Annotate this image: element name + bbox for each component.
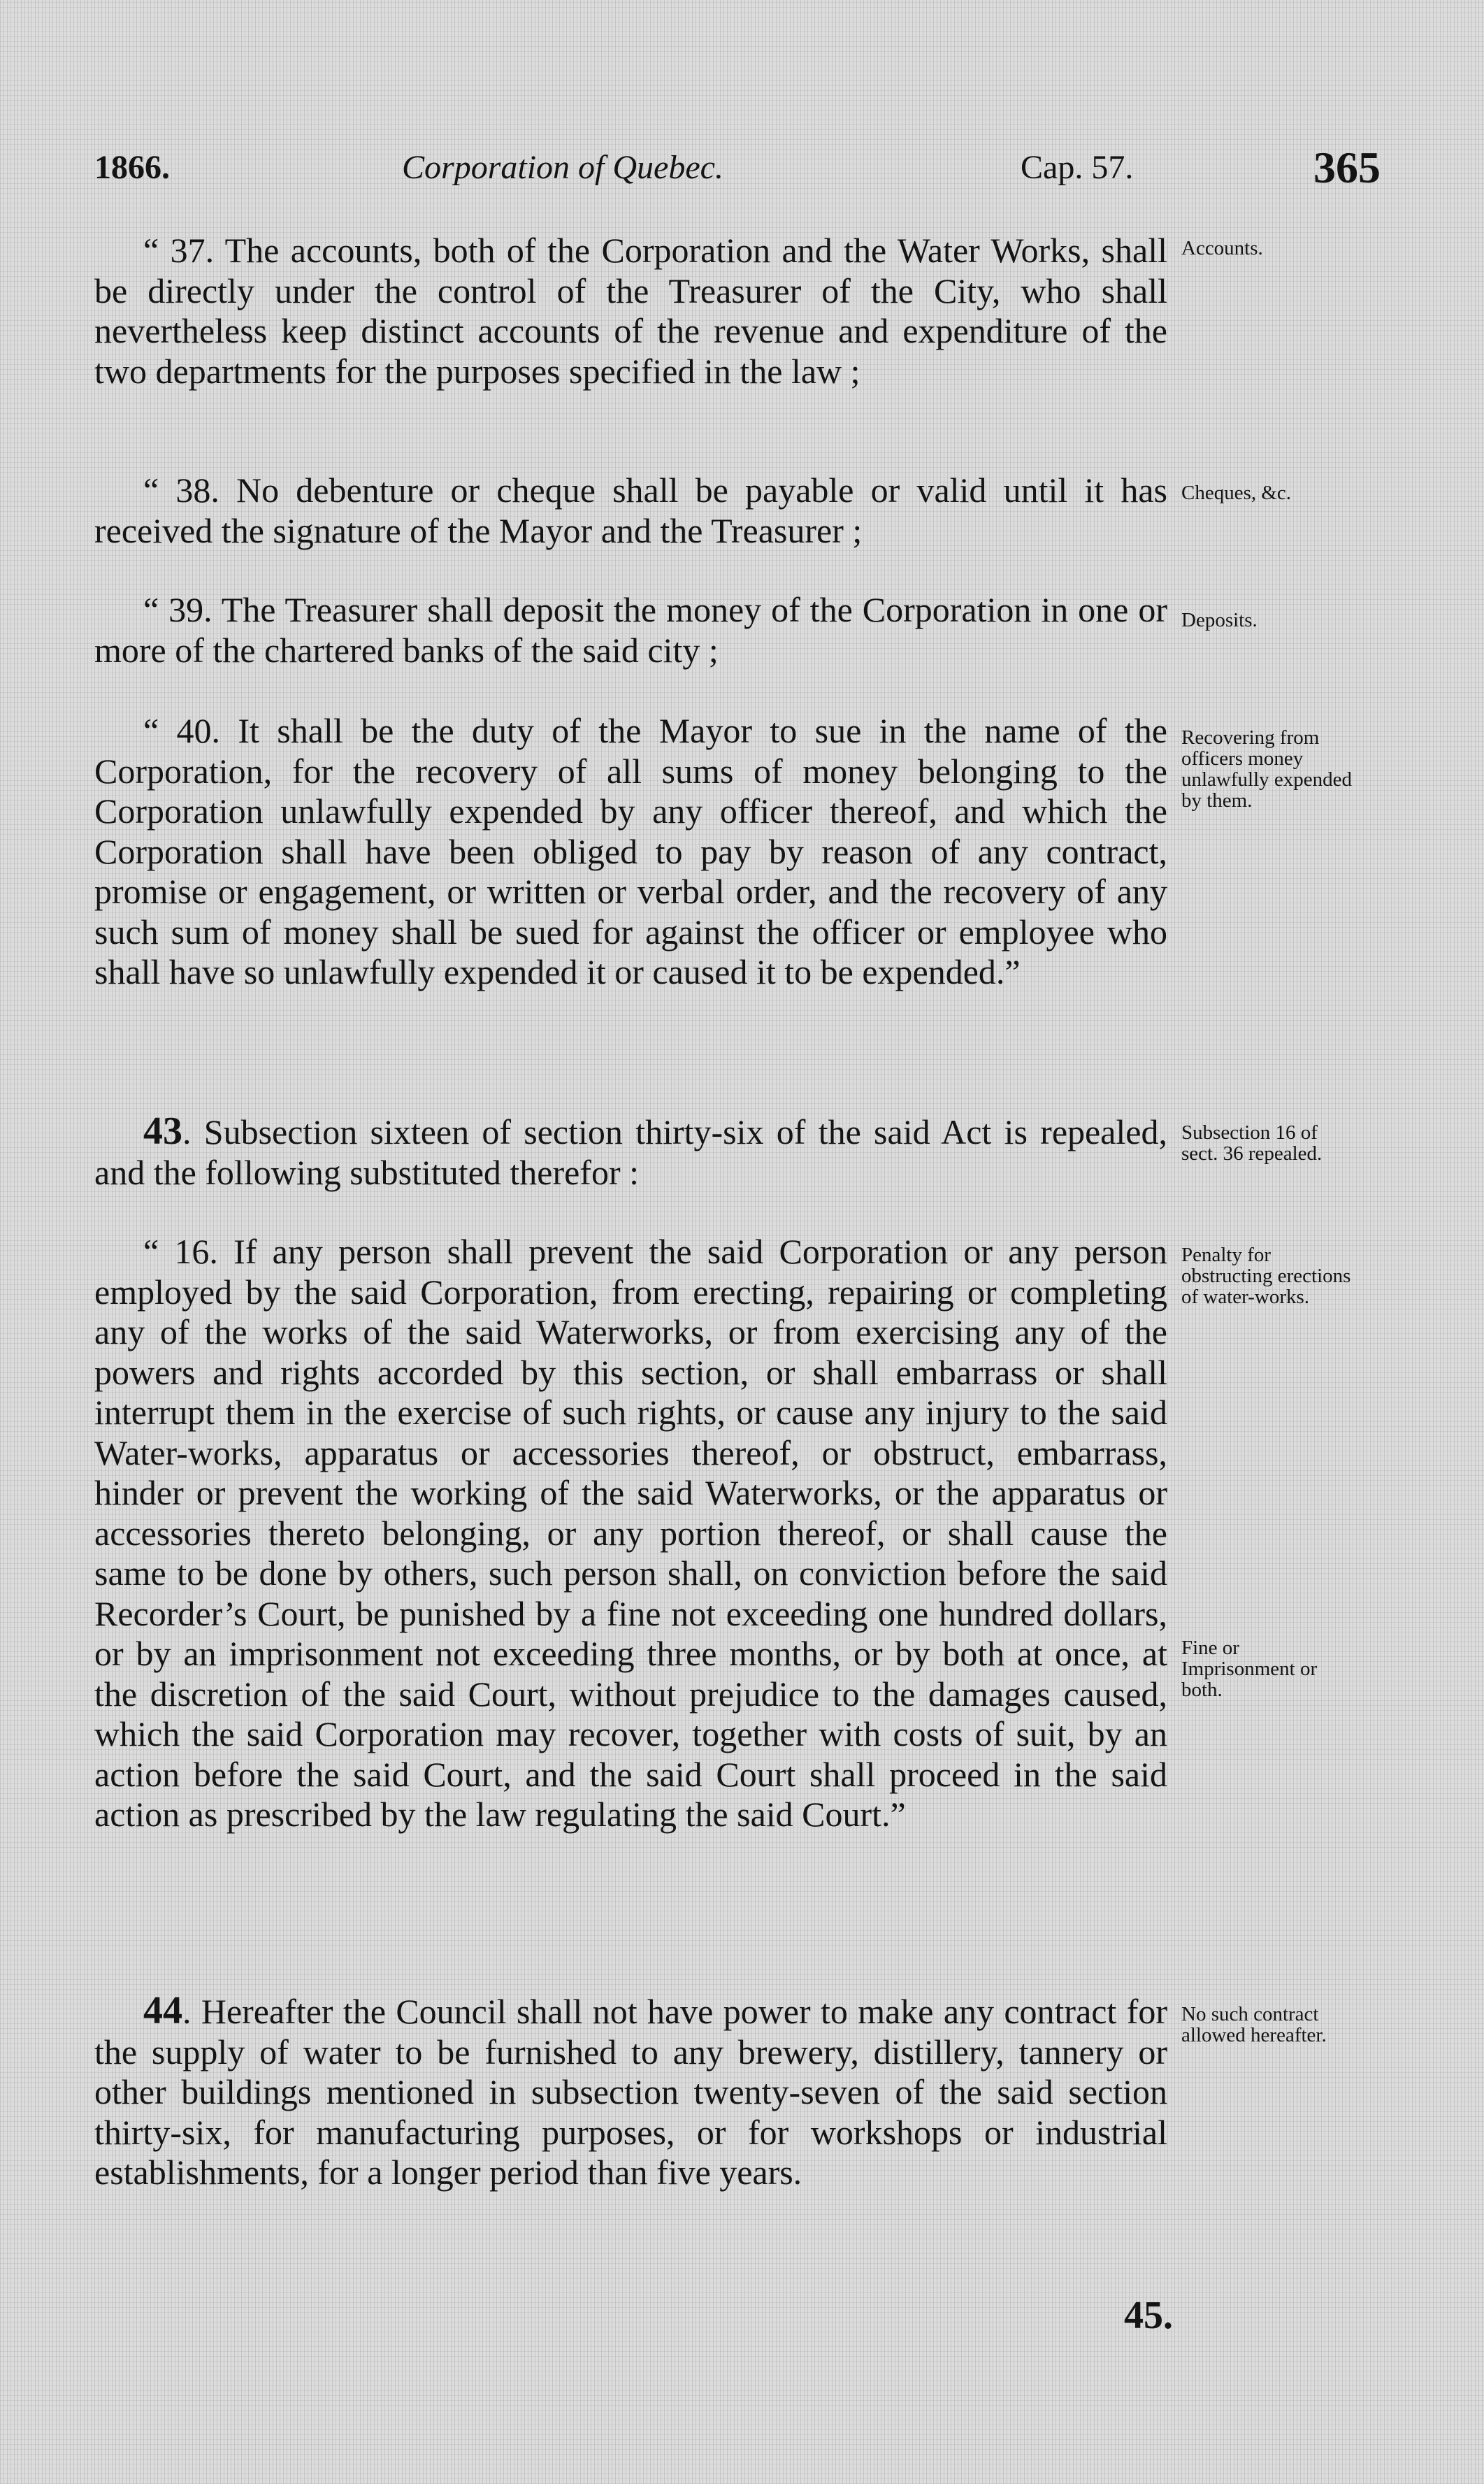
section-39-text: “ 39. The Treasurer shall deposit the money of the Corporation in one or more of the chartered banks of the said city ; [94, 590, 1167, 670]
margin-note-fine: Fine or Imprisonment or both. [1181, 1637, 1318, 1701]
header-chapter: Cap. 57. [1021, 149, 1134, 186]
section-44-body: . Hereafter the Council shall not have power to make any contract for the supply of water to be furnished to any brewery, distillery, tannery or other buildings mentioned in subsection twenty-seven of the said section thirty-six, for manufacturing purposes, or for workshops or industrial establishments, for a longer period than five years. [94, 1992, 1167, 2192]
margin-note-penalty: Penalty for obstructing erections of water-works. [1181, 1244, 1351, 1308]
header-title: Corporation of Quebec. [402, 149, 723, 186]
catchword: 45. [1124, 2294, 1173, 2337]
section-38-text: “ 38. No debenture or cheque shall be payable or valid until it has received the signature of the Mayor and the Treasurer ; [94, 471, 1167, 550]
section-40-text: “ 40. It shall be the duty of the Mayor to sue in the name of the Corporation, for the recovery of all sums of money belonging to the Corporation unlawfully expended by any officer thereof, and which the Corporation shall have been obliged to pay by reason of any contract, promise or engagement, or written or verbal order, and the recovery of any such sum of money shall be sued for against the officer or employee who shall have so unlawfully expended it or caused it to be expended.” [94, 711, 1167, 991]
section-43-body: . Subsection sixteen of section thirty-six of the said Act is repealed, and the following substituted therefor : [94, 1112, 1167, 1192]
subsection-16-text: “ 16. If any person shall prevent the said Corporation or any person employed by the said Corporation, from erecting, repairing or completing any of the works of the said Waterworks, or from exercising any of the powers and rights accorded by this section, or shall embarrass or shall interrupt them in the exercise of such rights, or cause any injury to the said Water-works, apparatus or accessories thereof, or obstruct, embarrass, hinder or prevent the working of the said Waterworks, or the apparatus or accessories thereto belonging, or any portion thereof, or shall cause the same to be done by others, such person shall, on conviction before the said Recorder’s Court, be punished by a fine not exceeding one hundred dollars, or by an imprisonment not exceeding three months, or by both at once, at the discretion of the said Court, without prejudice to the damages caused, which the said Corporation may recover, together with costs of suit, by an action before the said Court, and the said Court shall proceed in the said action as prescribed by the law regulating the said Court.” [94, 1232, 1167, 1834]
running-header [94, 143, 1381, 192]
section-37-text: “ 37. The accounts, both of the Corporation and the Water Works, shall be directly under the control of the Treasurer of the City, who shall nevertheless keep distinct accounts of the revenue and expenditure of the two departments for the purposes specified in the law ; [94, 231, 1167, 391]
margin-note-deposits: Deposits. [1181, 609, 1258, 631]
margin-note-recovering: Recovering from officers money unlawfully expended by them. [1181, 726, 1353, 812]
margin-note-accounts: Accounts. [1181, 237, 1263, 259]
page-number: 365 [1313, 143, 1381, 192]
section-43-text [94, 1112, 1167, 1193]
header-year: 1866. [94, 149, 170, 186]
margin-note-no-contract: No such contract allowed hereafter. [1181, 2003, 1327, 2046]
margin-note-cheques: Cheques, &c. [1181, 482, 1292, 504]
margin-note-subsection-16: Subsection 16 of sect. 36 repealed. [1181, 1121, 1323, 1165]
section-44-text [94, 1991, 1167, 2193]
section-43-number: 43 [143, 1110, 182, 1153]
section-44-number: 44 [143, 1989, 182, 2032]
